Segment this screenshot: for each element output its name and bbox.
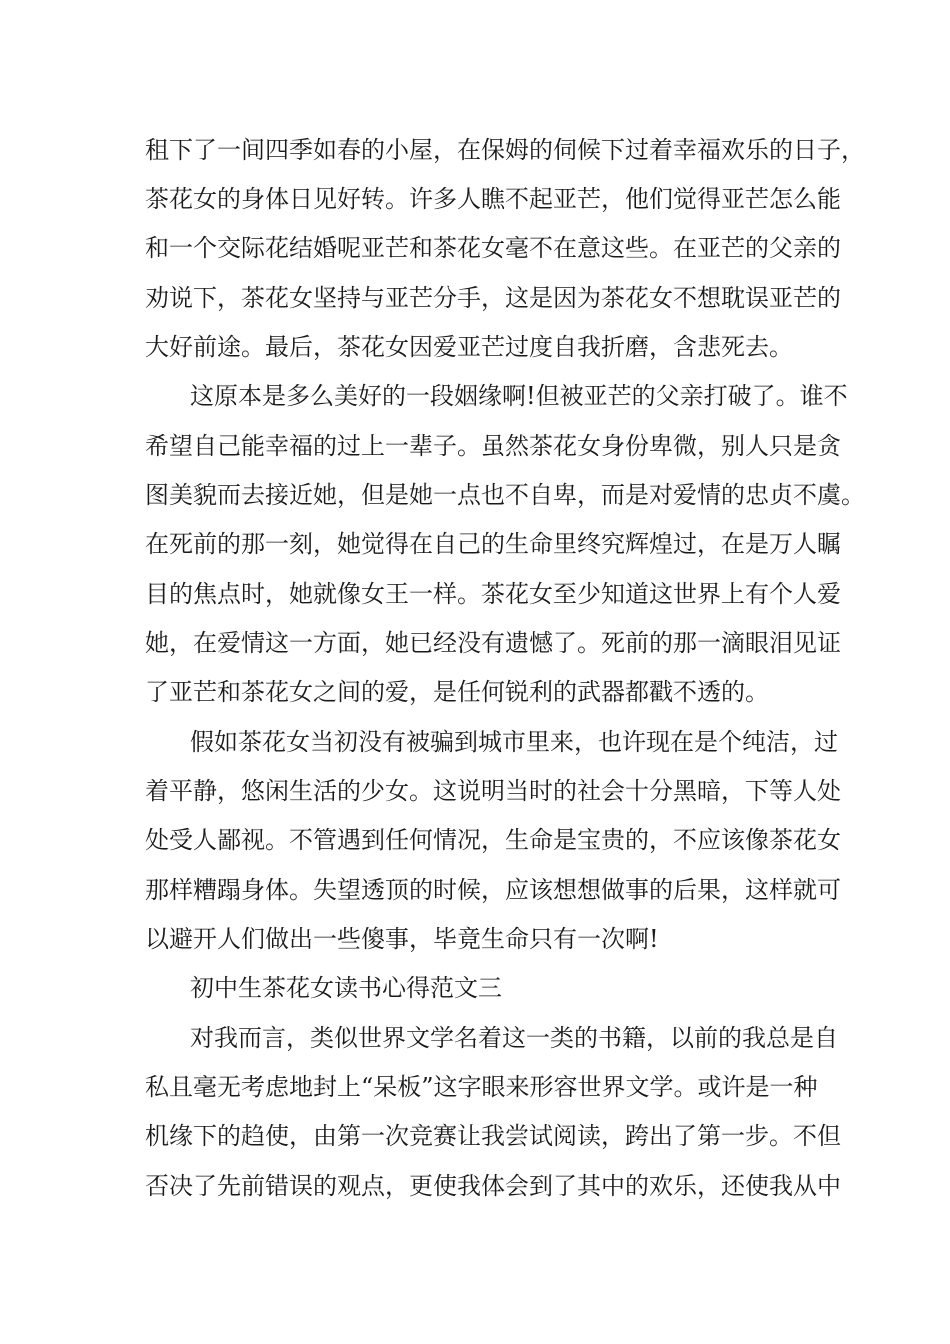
text-line: 机缘下的趋使，由第一次竞赛让我尝试阅读，跨出了第一步。不但 <box>145 1122 841 1150</box>
text-line: 以避开人们做出一些傻事，毕竟生命只有一次啊! <box>145 925 659 953</box>
paragraph-first-line: 这原本是多么美好的一段姻缘啊!但被亚芒的父亲打破了。谁不 <box>190 382 848 410</box>
text-line: 了亚芒和茶花女之间的爱，是任何锐利的武器都戳不透的。 <box>145 678 769 706</box>
text-line: 图美貌而去接近她，但是她一点也不自卑，而是对爱情的忠贞不虞。 <box>145 481 865 509</box>
paragraph-first-line: 对我而言，类似世界文学名着这一类的书籍，以前的我总是自 <box>190 1024 838 1052</box>
text-line: 租下了一间四季如春的小屋，在保姆的伺候下过着幸福欢乐的日子， <box>145 136 865 164</box>
text-line: 茶花女的身体日见好转。许多人瞧不起亚芒，他们觉得亚芒怎么能 <box>145 185 841 213</box>
text-line: 着平静，悠闲生活的少女。这说明当时的社会十分黑暗，下等人处 <box>145 777 841 805</box>
text-line: 否决了先前错误的观点，更使我体会到了其中的欢乐，还使我从中 <box>145 1172 841 1200</box>
text-line: 目的焦点时，她就像女王一样。茶花女至少知道这世界上有个人爱 <box>145 580 841 608</box>
text-line: 她，在爱情这一方面，她已经没有遗憾了。死前的那一滴眼泪见证 <box>145 629 841 657</box>
text-line: 处受人鄙视。不管遇到任何情况，生命是宝贵的，不应该像茶花女 <box>145 826 841 854</box>
text-line: 那样糟蹋身体。失望透顶的时候，应该想想做事的后果，这样就可 <box>145 876 841 904</box>
text-line: 大好前途。最后，茶花女因爱亚芒过度自我折磨，含悲死去。 <box>145 333 793 361</box>
paragraph-first-line: 假如茶花女当初没有被骗到城市里来，也许现在是个纯洁，过 <box>190 728 838 756</box>
text-line: 劝说下，茶花女坚持与亚芒分手，这是因为茶花女不想耽误亚芒的 <box>145 284 841 312</box>
text-line: 希望自己能幸福的过上一辈子。虽然茶花女身份卑微，别人只是贪 <box>145 432 841 460</box>
text-line: 和一个交际花结婚呢亚芒和茶花女毫不在意这些。在亚芒的父亲的 <box>145 234 841 262</box>
text-line: 私且毫无考虑地封上“呆板”这字眼来形容世界文学。或许是一种 <box>145 1073 818 1101</box>
section-heading: 初中生茶花女读书心得范文三 <box>190 974 502 1002</box>
text-line: 在死前的那一刻，她觉得在自己的生命里终究辉煌过，在是万人瞩 <box>145 530 841 558</box>
